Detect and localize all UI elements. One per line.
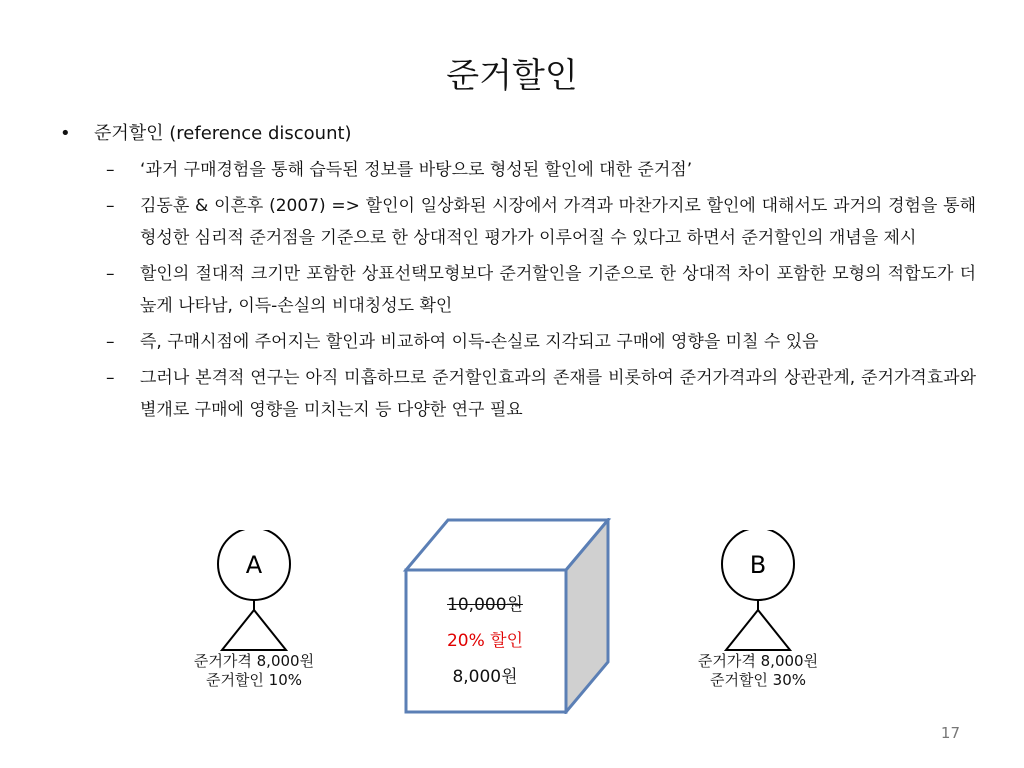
final-price: 8,000원: [452, 667, 518, 687]
person-a-caption-line2: 준거할인 10%: [205, 671, 303, 689]
slide-title: 준거할인: [446, 56, 578, 96]
person-b-label: B: [749, 551, 767, 579]
slide-content: [56, 118, 976, 430]
person-a-label: A: [245, 551, 263, 579]
sub-bullet-text: ‘과거 구매경험을 통해 습득된 정보를 바탕으로 형성된 할인에 대한 준거점’: [140, 160, 693, 180]
sub-bullet-text: 김동훈 & 이흔후 (2007) => 할인이 일상화된 시장에서 가격과 마찬가지로 할인에 대해서도 과거의 경험을 통해 형성한 심리적 준거점을 기준으로 한 상대적인 평가가 이루어질 수 있다고 하면서 준거할인의 개념을 제시: [140, 196, 976, 248]
sub-bullet-5: [56, 362, 976, 426]
person-a-body: [222, 610, 286, 650]
person-b-body: [726, 610, 790, 650]
sub-bullet-1: [56, 154, 976, 186]
dash-marker: –: [106, 160, 115, 180]
sub-bullet-text: 즉, 구매시점에 주어지는 할인과 비교하여 이득-손실로 지각되고 구매에 영향을 미칠 수 있음: [140, 332, 819, 352]
dash-marker: –: [106, 332, 115, 352]
sub-bullet-text: 할인의 절대적 크기만 포함한 상표선택모형보다 준거할인을 기준으로 한 상대적 차이 포함한 모형의 적합도가 더 높게 나타남, 이득-손실의 비대칭성도 확인: [140, 264, 976, 316]
person-a: [174, 530, 334, 690]
dash-marker: –: [106, 368, 115, 388]
sub-bullet-4: [56, 326, 976, 358]
dash-marker: –: [106, 196, 115, 216]
sub-bullet-text: 그러나 본격적 연구는 아직 미흡하므로 준거할인효과의 존재를 비롯하여 준거가격과의 상관관계, 준거가격효과와 별개로 구매에 영향을 미치는지 등 다양한 연구 필요: [140, 368, 976, 420]
dash-marker: –: [106, 264, 115, 284]
person-b-caption-line1: 준거가격 8,000원: [697, 652, 819, 670]
sub-bullet-2: [56, 190, 976, 254]
main-bullet-text: 준거할인 (reference discount): [94, 123, 352, 144]
original-price: 10,000원: [447, 595, 523, 615]
page-number: 17: [940, 724, 960, 742]
discount-label: 20% 할인: [446, 631, 524, 651]
product-box: [400, 518, 614, 718]
sub-bullet-list: [56, 154, 976, 426]
main-bullet: [56, 118, 976, 150]
person-b-figure-icon: [678, 530, 838, 652]
person-a-caption-line1: 준거가격 8,000원: [193, 652, 315, 670]
person-b-caption-line2: 준거할인 30%: [709, 671, 807, 689]
comparison-figure: [0, 510, 1024, 710]
bullet-marker: •: [60, 123, 71, 144]
person-a-figure-icon: [174, 530, 334, 652]
sub-bullet-3: [56, 258, 976, 322]
person-b: [678, 530, 838, 690]
